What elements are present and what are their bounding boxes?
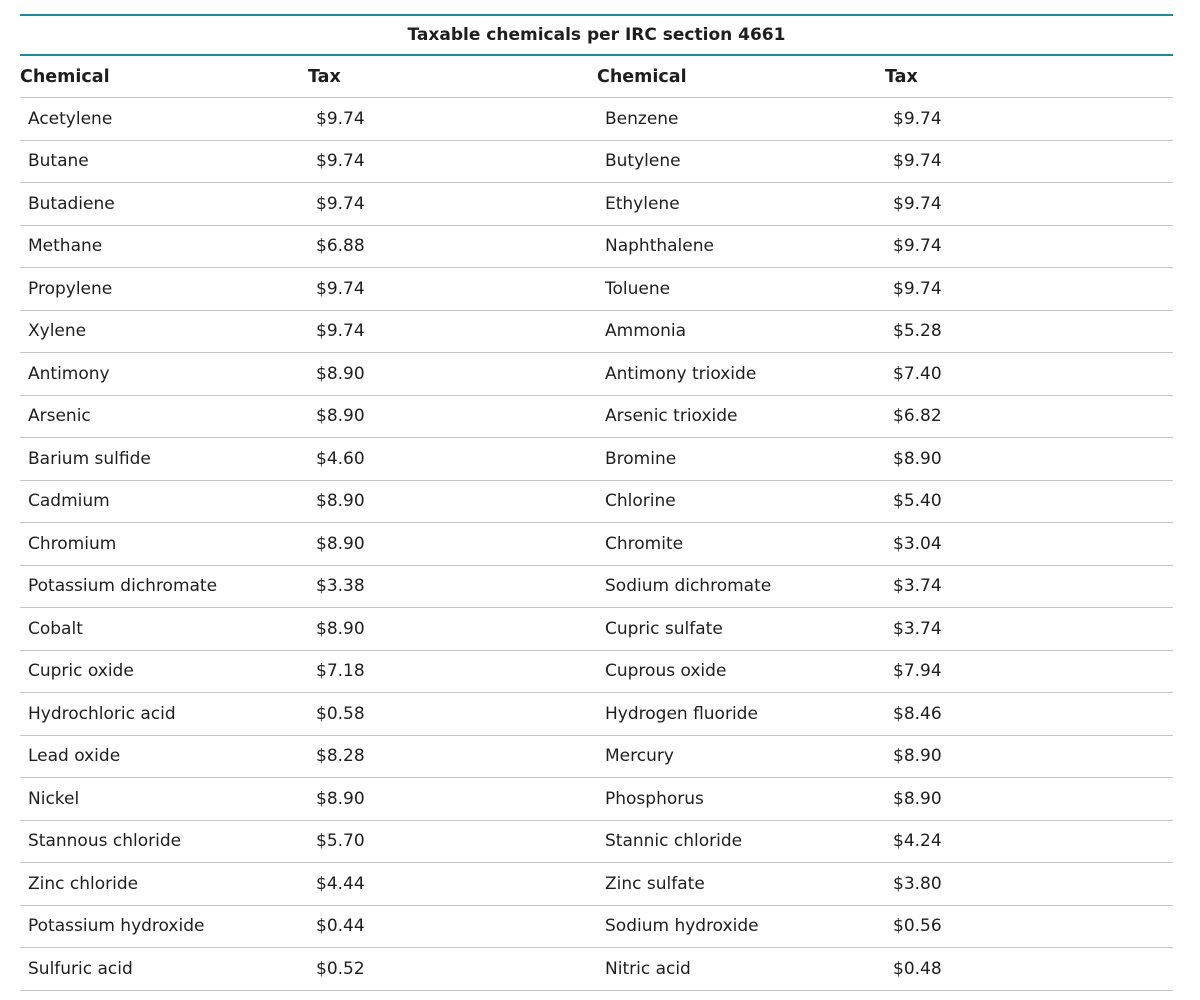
chemical-name-right: Mercury xyxy=(597,735,885,778)
chemical-name-left: Methane xyxy=(20,225,308,268)
tax-value-left: $4.44 xyxy=(308,863,597,906)
table-row xyxy=(20,565,1173,608)
chemical-name-right: Hydrogen fluoride xyxy=(597,693,885,736)
tax-value-right: $9.74 xyxy=(885,98,1173,141)
chemical-name-right: Ethylene xyxy=(597,183,885,226)
table-header xyxy=(20,56,1173,98)
chemical-name-right: Naphthalene xyxy=(597,225,885,268)
chemical-tax-table-container xyxy=(20,14,1173,991)
table-row xyxy=(20,140,1173,183)
table-row xyxy=(20,778,1173,821)
tax-value-right: $6.82 xyxy=(885,395,1173,438)
chemical-name-left: Propylene xyxy=(20,268,308,311)
chemical-name-left: Antimony xyxy=(20,353,308,396)
chemical-name-left: Arsenic xyxy=(20,395,308,438)
chemical-name-left: Stannous chloride xyxy=(20,820,308,863)
tax-value-right: $7.40 xyxy=(885,353,1173,396)
chemical-name-left: Butadiene xyxy=(20,183,308,226)
table-row xyxy=(20,353,1173,396)
tax-value-left: $9.74 xyxy=(308,310,597,353)
tax-value-right: $9.74 xyxy=(885,140,1173,183)
header-chemical-right: Chemical xyxy=(597,56,885,98)
tax-value-left: $3.38 xyxy=(308,565,597,608)
table-row xyxy=(20,523,1173,566)
tax-value-right: $0.48 xyxy=(885,948,1173,991)
header-tax-right: Tax xyxy=(885,56,1173,98)
chemical-name-left: Sulfuric acid xyxy=(20,948,308,991)
tax-value-right: $7.94 xyxy=(885,650,1173,693)
chemical-name-right: Chlorine xyxy=(597,480,885,523)
table-row xyxy=(20,693,1173,736)
tax-value-right: $9.74 xyxy=(885,225,1173,268)
chemical-name-right: Stannic chloride xyxy=(597,820,885,863)
tax-value-right: $5.28 xyxy=(885,310,1173,353)
table-row xyxy=(20,438,1173,481)
tax-value-right: $8.90 xyxy=(885,735,1173,778)
chemical-name-left: Hydrochloric acid xyxy=(20,693,308,736)
tax-value-left: $9.74 xyxy=(308,98,597,141)
table-row xyxy=(20,948,1173,991)
table-body xyxy=(20,98,1173,991)
tax-value-right: $9.74 xyxy=(885,268,1173,311)
table-row xyxy=(20,863,1173,906)
tax-value-right: $5.40 xyxy=(885,480,1173,523)
chemical-name-left: Potassium dichromate xyxy=(20,565,308,608)
table-row xyxy=(20,395,1173,438)
chemical-name-right: Nitric acid xyxy=(597,948,885,991)
chemical-name-left: Nickel xyxy=(20,778,308,821)
tax-value-right: $8.90 xyxy=(885,438,1173,481)
chemical-name-left: Xylene xyxy=(20,310,308,353)
header-row xyxy=(20,56,1173,98)
table-row xyxy=(20,480,1173,523)
chemical-name-right: Cupric sulfate xyxy=(597,608,885,651)
tax-value-left: $8.90 xyxy=(308,608,597,651)
chemical-name-right: Chromite xyxy=(597,523,885,566)
chemical-name-right: Bromine xyxy=(597,438,885,481)
chemical-name-left: Acetylene xyxy=(20,98,308,141)
tax-value-left: $0.58 xyxy=(308,693,597,736)
chemical-name-right: Zinc sulfate xyxy=(597,863,885,906)
table-row xyxy=(20,735,1173,778)
table-title: Taxable chemicals per IRC section 4661 xyxy=(20,14,1173,56)
chemical-name-right: Antimony trioxide xyxy=(597,353,885,396)
chemical-name-right: Benzene xyxy=(597,98,885,141)
chemical-name-right: Toluene xyxy=(597,268,885,311)
chemical-name-left: Cupric oxide xyxy=(20,650,308,693)
tax-value-left: $0.52 xyxy=(308,948,597,991)
tax-value-left: $8.90 xyxy=(308,395,597,438)
table-row xyxy=(20,98,1173,141)
tax-value-left: $0.44 xyxy=(308,905,597,948)
chemical-name-right: Sodium dichromate xyxy=(597,565,885,608)
table-row xyxy=(20,268,1173,311)
header-chemical-left: Chemical xyxy=(20,56,308,98)
tax-value-left: $7.18 xyxy=(308,650,597,693)
chemical-name-left: Cadmium xyxy=(20,480,308,523)
chemical-name-left: Lead oxide xyxy=(20,735,308,778)
chemical-name-right: Phosphorus xyxy=(597,778,885,821)
chemical-tax-table xyxy=(20,56,1173,991)
tax-value-left: $5.70 xyxy=(308,820,597,863)
table-row xyxy=(20,183,1173,226)
chemical-name-left: Potassium hydroxide xyxy=(20,905,308,948)
table-row xyxy=(20,608,1173,651)
tax-value-right: $4.24 xyxy=(885,820,1173,863)
chemical-name-right: Butylene xyxy=(597,140,885,183)
chemical-name-left: Chromium xyxy=(20,523,308,566)
chemical-name-right: Cuprous oxide xyxy=(597,650,885,693)
chemical-name-right: Arsenic trioxide xyxy=(597,395,885,438)
chemical-name-right: Sodium hydroxide xyxy=(597,905,885,948)
tax-value-left: $8.28 xyxy=(308,735,597,778)
chemical-name-left: Butane xyxy=(20,140,308,183)
tax-value-right: $9.74 xyxy=(885,183,1173,226)
table-row xyxy=(20,225,1173,268)
tax-value-left: $8.90 xyxy=(308,480,597,523)
tax-value-right: $8.46 xyxy=(885,693,1173,736)
tax-value-left: $9.74 xyxy=(308,183,597,226)
table-row xyxy=(20,310,1173,353)
chemical-name-left: Barium sulfide xyxy=(20,438,308,481)
tax-value-right: $3.74 xyxy=(885,608,1173,651)
table-row xyxy=(20,650,1173,693)
tax-value-left: $8.90 xyxy=(308,353,597,396)
table-row xyxy=(20,820,1173,863)
tax-value-right: $3.80 xyxy=(885,863,1173,906)
chemical-name-right: Ammonia xyxy=(597,310,885,353)
chemical-name-left: Zinc chloride xyxy=(20,863,308,906)
tax-value-left: $9.74 xyxy=(308,268,597,311)
tax-value-right: $0.56 xyxy=(885,905,1173,948)
header-tax-left: Tax xyxy=(308,56,597,98)
tax-value-right: $3.74 xyxy=(885,565,1173,608)
table-row xyxy=(20,905,1173,948)
tax-value-right: $3.04 xyxy=(885,523,1173,566)
tax-value-right: $8.90 xyxy=(885,778,1173,821)
chemical-name-left: Cobalt xyxy=(20,608,308,651)
tax-value-left: $8.90 xyxy=(308,778,597,821)
tax-value-left: $8.90 xyxy=(308,523,597,566)
tax-value-left: $6.88 xyxy=(308,225,597,268)
tax-value-left: $9.74 xyxy=(308,140,597,183)
tax-value-left: $4.60 xyxy=(308,438,597,481)
